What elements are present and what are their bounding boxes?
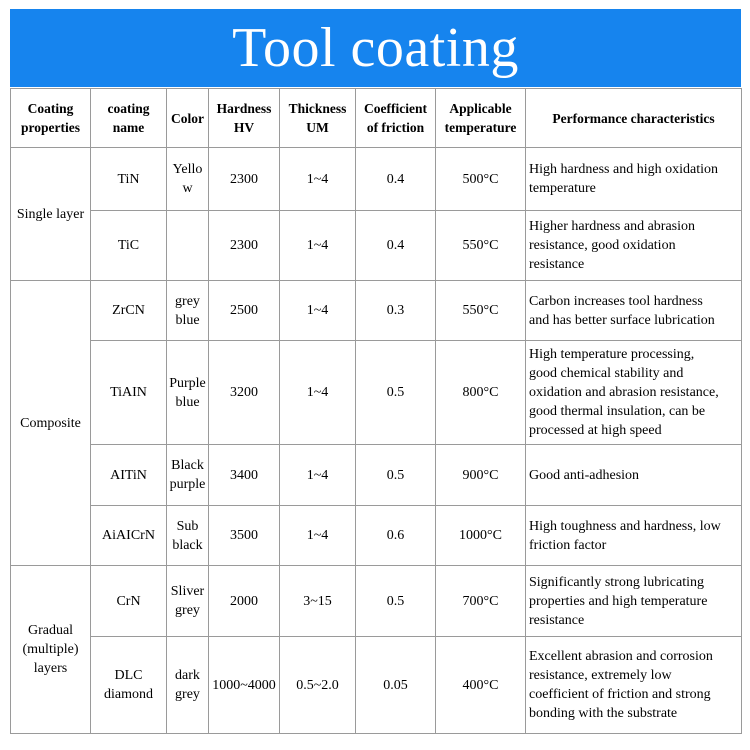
table-row <box>11 445 742 506</box>
coating-name-line: CrN <box>116 593 141 609</box>
friction-cell: 0.05 <box>356 637 436 734</box>
coating-name-line: ZrCN <box>112 303 145 318</box>
temperature-cell: 550°C <box>436 211 526 281</box>
header-hardness <box>209 89 280 148</box>
coating-name-cell <box>91 148 167 211</box>
header-thickness <box>280 89 356 148</box>
coating-name-cell <box>91 341 167 445</box>
performance-line: High toughness and hardness, low <box>529 518 721 534</box>
performance-cell <box>526 211 742 281</box>
coating-name-cell <box>91 566 167 637</box>
header-temperature <box>436 89 526 148</box>
hardness-cell: 2500 <box>209 281 280 341</box>
coating-name-line: TiC <box>117 238 140 253</box>
thickness-cell: 1~4 <box>280 281 356 341</box>
coating-name-cell <box>91 637 167 734</box>
performance-line: Higher hardness and abrasion <box>529 219 696 234</box>
performance-line: processed at high speed <box>529 423 662 438</box>
color-line: Sub <box>176 518 199 534</box>
performance-cell <box>526 148 742 211</box>
table-row <box>11 341 742 445</box>
header-coating-properties <box>11 89 91 148</box>
header-friction <box>356 89 436 148</box>
header-hardness-line-2: HV <box>233 120 255 135</box>
color-line: blue <box>175 394 200 410</box>
thickness-cell: 1~4 <box>280 211 356 281</box>
table-row <box>11 281 742 341</box>
color-line: purple <box>169 477 206 492</box>
performance-line: resistance, good oxidation <box>529 238 676 253</box>
coating-table <box>10 88 742 734</box>
performance-line: bonding with the substrate <box>529 706 678 721</box>
temperature-cell: 500°C <box>436 148 526 211</box>
table-header-row <box>11 89 742 148</box>
header-coating-properties-line-1: Coating <box>27 101 74 116</box>
thickness-cell: 1~4 <box>280 506 356 566</box>
header-thickness-line-1: Thickness <box>288 101 347 116</box>
thickness-cell: 3~15 <box>280 566 356 637</box>
performance-cell <box>526 445 742 506</box>
coating-name-line: AiAICrN <box>102 528 155 543</box>
group-label-cell <box>11 566 91 734</box>
performance-cell <box>526 506 742 566</box>
performance-cell <box>526 341 742 445</box>
performance-line: good chemical stability and <box>529 366 684 381</box>
group-label-line: Gradual <box>27 623 74 638</box>
thickness-cell: 1~4 <box>280 445 356 506</box>
hardness-cell: 1000~4000 <box>209 637 280 734</box>
performance-line: oxidation and abrasion resistance, <box>529 385 719 400</box>
performance-line: resistance <box>529 612 585 628</box>
temperature-cell: 1000°C <box>436 506 526 566</box>
color-cell <box>167 148 209 211</box>
color-line: Purple <box>169 375 206 391</box>
coating-name-line: diamond <box>104 687 153 702</box>
header-coating-name-line-2: name <box>112 120 145 135</box>
friction-cell: 0.5 <box>356 445 436 506</box>
hardness-cell: 2300 <box>209 148 280 211</box>
table-row <box>11 637 742 734</box>
coating-name-cell <box>91 211 167 281</box>
coating-name-cell <box>91 445 167 506</box>
header-hardness-line-1: Hardness <box>216 101 272 116</box>
coating-name-line: TiAIN <box>110 385 147 400</box>
color-line: grey <box>175 603 200 618</box>
table-row <box>11 506 742 566</box>
color-line: Yello <box>172 162 203 177</box>
temperature-cell: 900°C <box>436 445 526 506</box>
performance-line: resistance, extremely low <box>529 668 672 683</box>
performance-cell <box>526 637 742 734</box>
header-temperature-line-1: Applicable <box>449 101 512 116</box>
group-label-line: layers <box>33 661 68 676</box>
hardness-cell: 3400 <box>209 445 280 506</box>
temperature-cell: 400°C <box>436 637 526 734</box>
color-line: w <box>182 181 193 196</box>
color-line: black <box>172 537 203 553</box>
hardness-cell: 3500 <box>209 506 280 566</box>
performance-line: Excellent abrasion and corrosion <box>529 649 713 664</box>
performance-line: resistance <box>529 257 585 272</box>
performance-cell <box>526 566 742 637</box>
color-cell <box>167 281 209 341</box>
coating-name-line: AITiN <box>110 467 147 483</box>
thickness-cell: 1~4 <box>280 341 356 445</box>
friction-cell: 0.5 <box>356 341 436 445</box>
header-performance: Performance characteristics <box>526 89 742 148</box>
header-temperature-line-2: temperature <box>444 120 517 135</box>
temperature-cell: 800°C <box>436 341 526 445</box>
group-label-cell: Composite <box>11 281 91 566</box>
performance-line: High temperature processing, <box>529 347 695 362</box>
friction-cell: 0.3 <box>356 281 436 341</box>
performance-line: coefficient of friction and strong <box>529 687 711 702</box>
temperature-cell: 700°C <box>436 566 526 637</box>
header-friction-line-2: of friction <box>366 120 425 135</box>
friction-cell: 0.4 <box>356 148 436 211</box>
table-row <box>11 211 742 281</box>
header-thickness-line-2: UM <box>306 120 329 135</box>
performance-line: Significantly strong lubricating <box>529 574 704 590</box>
color-cell <box>167 506 209 566</box>
color-line: grey <box>175 293 200 309</box>
color-cell <box>167 211 209 281</box>
header-coating-name-line-1: coating <box>107 101 150 116</box>
temperature-cell: 550°C <box>436 281 526 341</box>
performance-line: friction factor <box>529 537 607 553</box>
header-coating-properties-line-2: properties <box>21 120 80 135</box>
performance-line: and has better surface lubrication <box>529 312 715 328</box>
color-cell <box>167 637 209 734</box>
performance-line: High hardness and high oxidation <box>529 162 718 177</box>
color-cell <box>167 566 209 637</box>
performance-line: Good anti-adhesion <box>529 467 640 483</box>
group-label-line: (multiple) <box>22 642 79 657</box>
table-row <box>11 566 742 637</box>
color-cell <box>167 445 209 506</box>
performance-line: properties and high temperature <box>529 593 708 609</box>
color-line: Black <box>171 458 204 473</box>
coating-name-line: DLC <box>114 668 143 683</box>
hardness-cell: 2300 <box>209 211 280 281</box>
table-row <box>11 148 742 211</box>
performance-line: Carbon increases tool hardness <box>529 293 703 309</box>
color-cell <box>167 341 209 445</box>
hardness-cell: 2000 <box>209 566 280 637</box>
performance-cell <box>526 281 742 341</box>
color-line: grey <box>175 687 200 702</box>
friction-cell: 0.6 <box>356 506 436 566</box>
performance-line: good thermal insulation, can be <box>529 404 706 419</box>
color-line: dark <box>175 668 200 683</box>
coating-name-line: TiN <box>117 171 140 187</box>
thickness-cell: 1~4 <box>280 148 356 211</box>
friction-cell: 0.5 <box>356 566 436 637</box>
color-line: Sliver <box>170 584 205 599</box>
color-line: blue <box>175 312 200 328</box>
coating-name-cell <box>91 281 167 341</box>
page-title: Tool coating <box>10 9 741 87</box>
hardness-cell: 3200 <box>209 341 280 445</box>
coating-name-cell <box>91 506 167 566</box>
performance-line: temperature <box>529 181 596 196</box>
header-friction-line-1: Coefficient <box>364 101 427 116</box>
thickness-cell: 0.5~2.0 <box>280 637 356 734</box>
header-coating-name <box>91 89 167 148</box>
group-label-cell: Single layer <box>11 148 91 281</box>
friction-cell: 0.4 <box>356 211 436 281</box>
header-color: Color <box>167 89 209 148</box>
